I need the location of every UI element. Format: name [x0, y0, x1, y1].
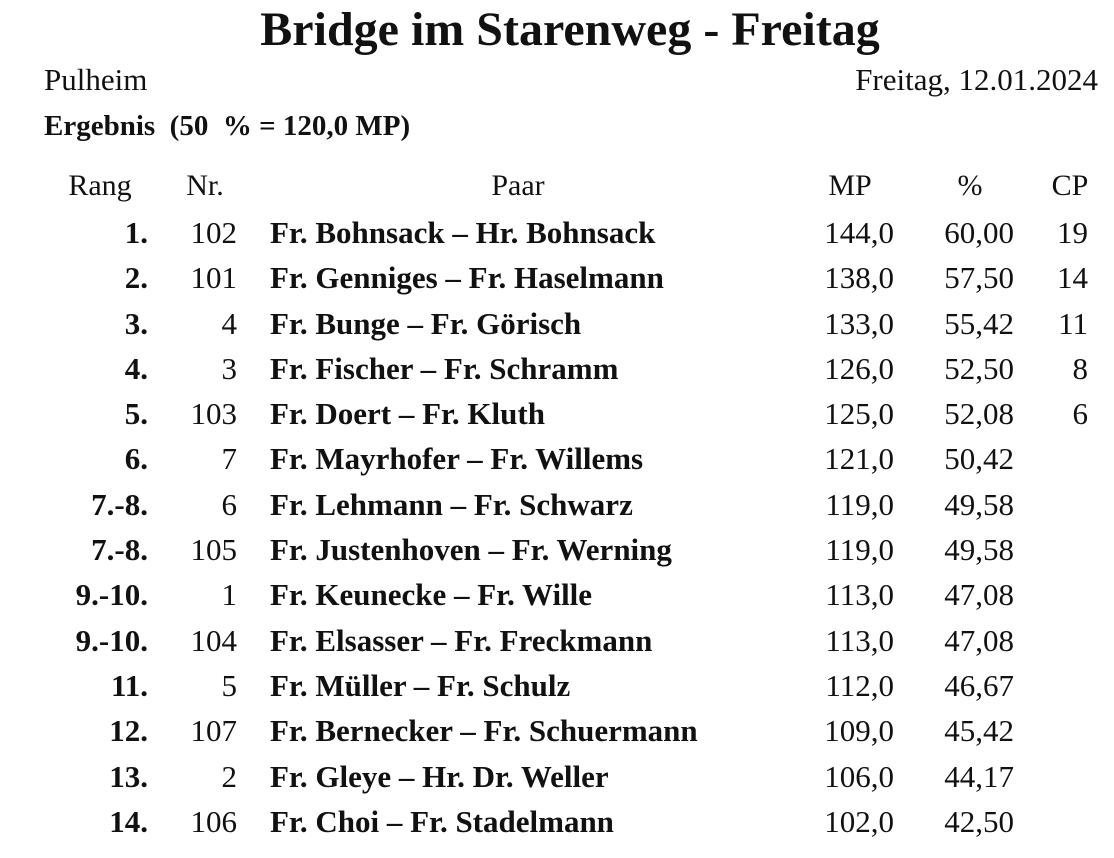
club-points-cell: 8 [1072, 350, 1088, 386]
percent-cell: 47,08 [944, 622, 1014, 658]
percent-cell: 52,08 [944, 396, 1014, 432]
rank-cell: 12. [109, 713, 148, 749]
page-title: Bridge im Starenweg - Freitag [260, 3, 880, 56]
matchpoints-cell: 133,0 [824, 305, 894, 341]
matchpoints-cell: 109,0 [824, 713, 894, 749]
results-table [0, 213, 1114, 847]
pair-names-cell: Fr. Choi – Fr. Stadelmann [270, 803, 614, 839]
rank-cell: 1. [124, 215, 148, 250]
pair-number-cell: 4 [221, 305, 237, 341]
column-header-rank: Rang [68, 169, 132, 202]
pair-names-cell: Fr. Gleye – Hr. Dr. Weller [270, 758, 609, 794]
rank-cell: 7.-8. [91, 486, 148, 522]
rank-cell: 2. [124, 260, 148, 296]
pair-number-cell: 105 [190, 532, 237, 568]
pair-names-cell: Fr. Keunecke – Fr. Wille [270, 577, 593, 613]
table-row [0, 349, 1114, 394]
pair-number-cell: 107 [190, 713, 237, 749]
percent-cell: 50,42 [944, 441, 1014, 477]
pair-names-cell: Fr. Justenhoven – Fr. Werning [270, 532, 672, 568]
pair-names-cell: Fr. Müller – Fr. Schulz [270, 667, 571, 703]
matchpoints-cell: 113,0 [825, 577, 894, 613]
rank-cell: 9.-10. [75, 622, 148, 658]
percent-cell: 46,67 [944, 667, 1014, 703]
rank-cell: 3. [124, 305, 148, 341]
matchpoints-cell: 121,0 [824, 441, 894, 477]
column-header-cp: CP [1051, 169, 1089, 202]
rank-cell: 9.-10. [75, 577, 148, 613]
percent-cell: 57,50 [944, 260, 1014, 296]
pair-number-cell: 102 [190, 215, 237, 250]
table-row [0, 304, 1114, 349]
matchpoints-cell: 138,0 [824, 260, 894, 296]
date-label: Freitag, 12.01.2024 [855, 62, 1098, 97]
pair-names-cell: Fr. Lehmann – Fr. Schwarz [270, 486, 633, 522]
column-header-mp: MP [828, 169, 872, 202]
matchpoints-cell: 119,0 [825, 532, 894, 568]
table-row [0, 757, 1114, 802]
table-row [0, 258, 1114, 303]
pair-number-cell: 6 [221, 486, 237, 522]
pair-number-cell: 1 [221, 577, 237, 613]
pair-names-cell: Fr. Bunge – Fr. Görisch [270, 305, 582, 341]
percent-cell: 42,50 [944, 803, 1014, 839]
table-row [0, 711, 1114, 756]
pair-names-cell: Fr. Doert – Fr. Kluth [270, 396, 545, 432]
column-header-pair: Paar [491, 169, 545, 202]
pair-number-cell: 5 [221, 667, 237, 703]
table-row [0, 621, 1114, 666]
percent-cell: 60,00 [944, 215, 1014, 250]
percent-cell: 55,42 [944, 305, 1014, 341]
percent-cell: 44,17 [944, 758, 1014, 794]
matchpoints-cell: 119,0 [825, 486, 894, 522]
club-points-cell: 14 [1057, 260, 1088, 296]
matchpoints-cell: 144,0 [824, 215, 894, 250]
table-row [0, 439, 1114, 484]
percent-cell: 49,58 [944, 486, 1014, 522]
rank-cell: 11. [110, 667, 148, 703]
rank-cell: 5. [124, 396, 148, 432]
column-header-percent: % [957, 169, 983, 202]
rank-cell: 7.-8. [91, 532, 148, 568]
percent-cell: 47,08 [944, 577, 1014, 613]
percent-cell: 49,58 [944, 532, 1014, 568]
rank-cell: 14. [109, 803, 148, 839]
table-row [0, 666, 1114, 711]
pair-names-cell: Fr. Elsasser – Fr. Freckmann [270, 622, 653, 658]
table-row [0, 802, 1114, 847]
percent-cell: 52,50 [944, 350, 1014, 386]
club-points-cell: 19 [1057, 215, 1088, 250]
pair-number-cell: 104 [190, 622, 237, 658]
pair-number-cell: 2 [221, 758, 237, 794]
pair-number-cell: 106 [190, 803, 237, 839]
pair-number-cell: 103 [190, 396, 237, 432]
matchpoints-cell: 106,0 [824, 758, 894, 794]
rank-cell: 4. [124, 350, 148, 386]
pair-number-cell: 7 [221, 441, 237, 477]
result-summary: Ergebnis (50 % = 120,0 MP) [44, 110, 411, 142]
location-label: Pulheim [44, 62, 148, 97]
rank-cell: 13. [109, 758, 148, 794]
pair-names-cell: Fr. Bernecker – Fr. Schuermann [270, 713, 698, 749]
pair-names-cell: Fr. Bohnsack – Hr. Bohnsack [270, 215, 656, 250]
matchpoints-cell: 126,0 [824, 350, 894, 386]
matchpoints-cell: 125,0 [824, 396, 894, 432]
club-points-cell: 11 [1058, 305, 1088, 341]
table-row [0, 485, 1114, 530]
table-row [0, 213, 1114, 258]
matchpoints-cell: 112,0 [825, 667, 894, 703]
pair-names-cell: Fr. Mayrhofer – Fr. Willems [270, 441, 644, 477]
club-points-cell: 6 [1072, 396, 1088, 432]
matchpoints-cell: 113,0 [825, 622, 894, 658]
matchpoints-cell: 102,0 [824, 803, 894, 839]
percent-cell: 45,42 [944, 713, 1014, 749]
table-row [0, 530, 1114, 575]
table-row [0, 575, 1114, 620]
pair-names-cell: Fr. Fischer – Fr. Schramm [270, 350, 619, 386]
pair-number-cell: 101 [190, 260, 237, 296]
rank-cell: 6. [124, 441, 148, 477]
table-row [0, 394, 1114, 439]
pair-number-cell: 3 [221, 350, 237, 386]
column-header-nr: Nr. [186, 169, 224, 202]
pair-names-cell: Fr. Genniges – Fr. Haselmann [270, 260, 664, 296]
